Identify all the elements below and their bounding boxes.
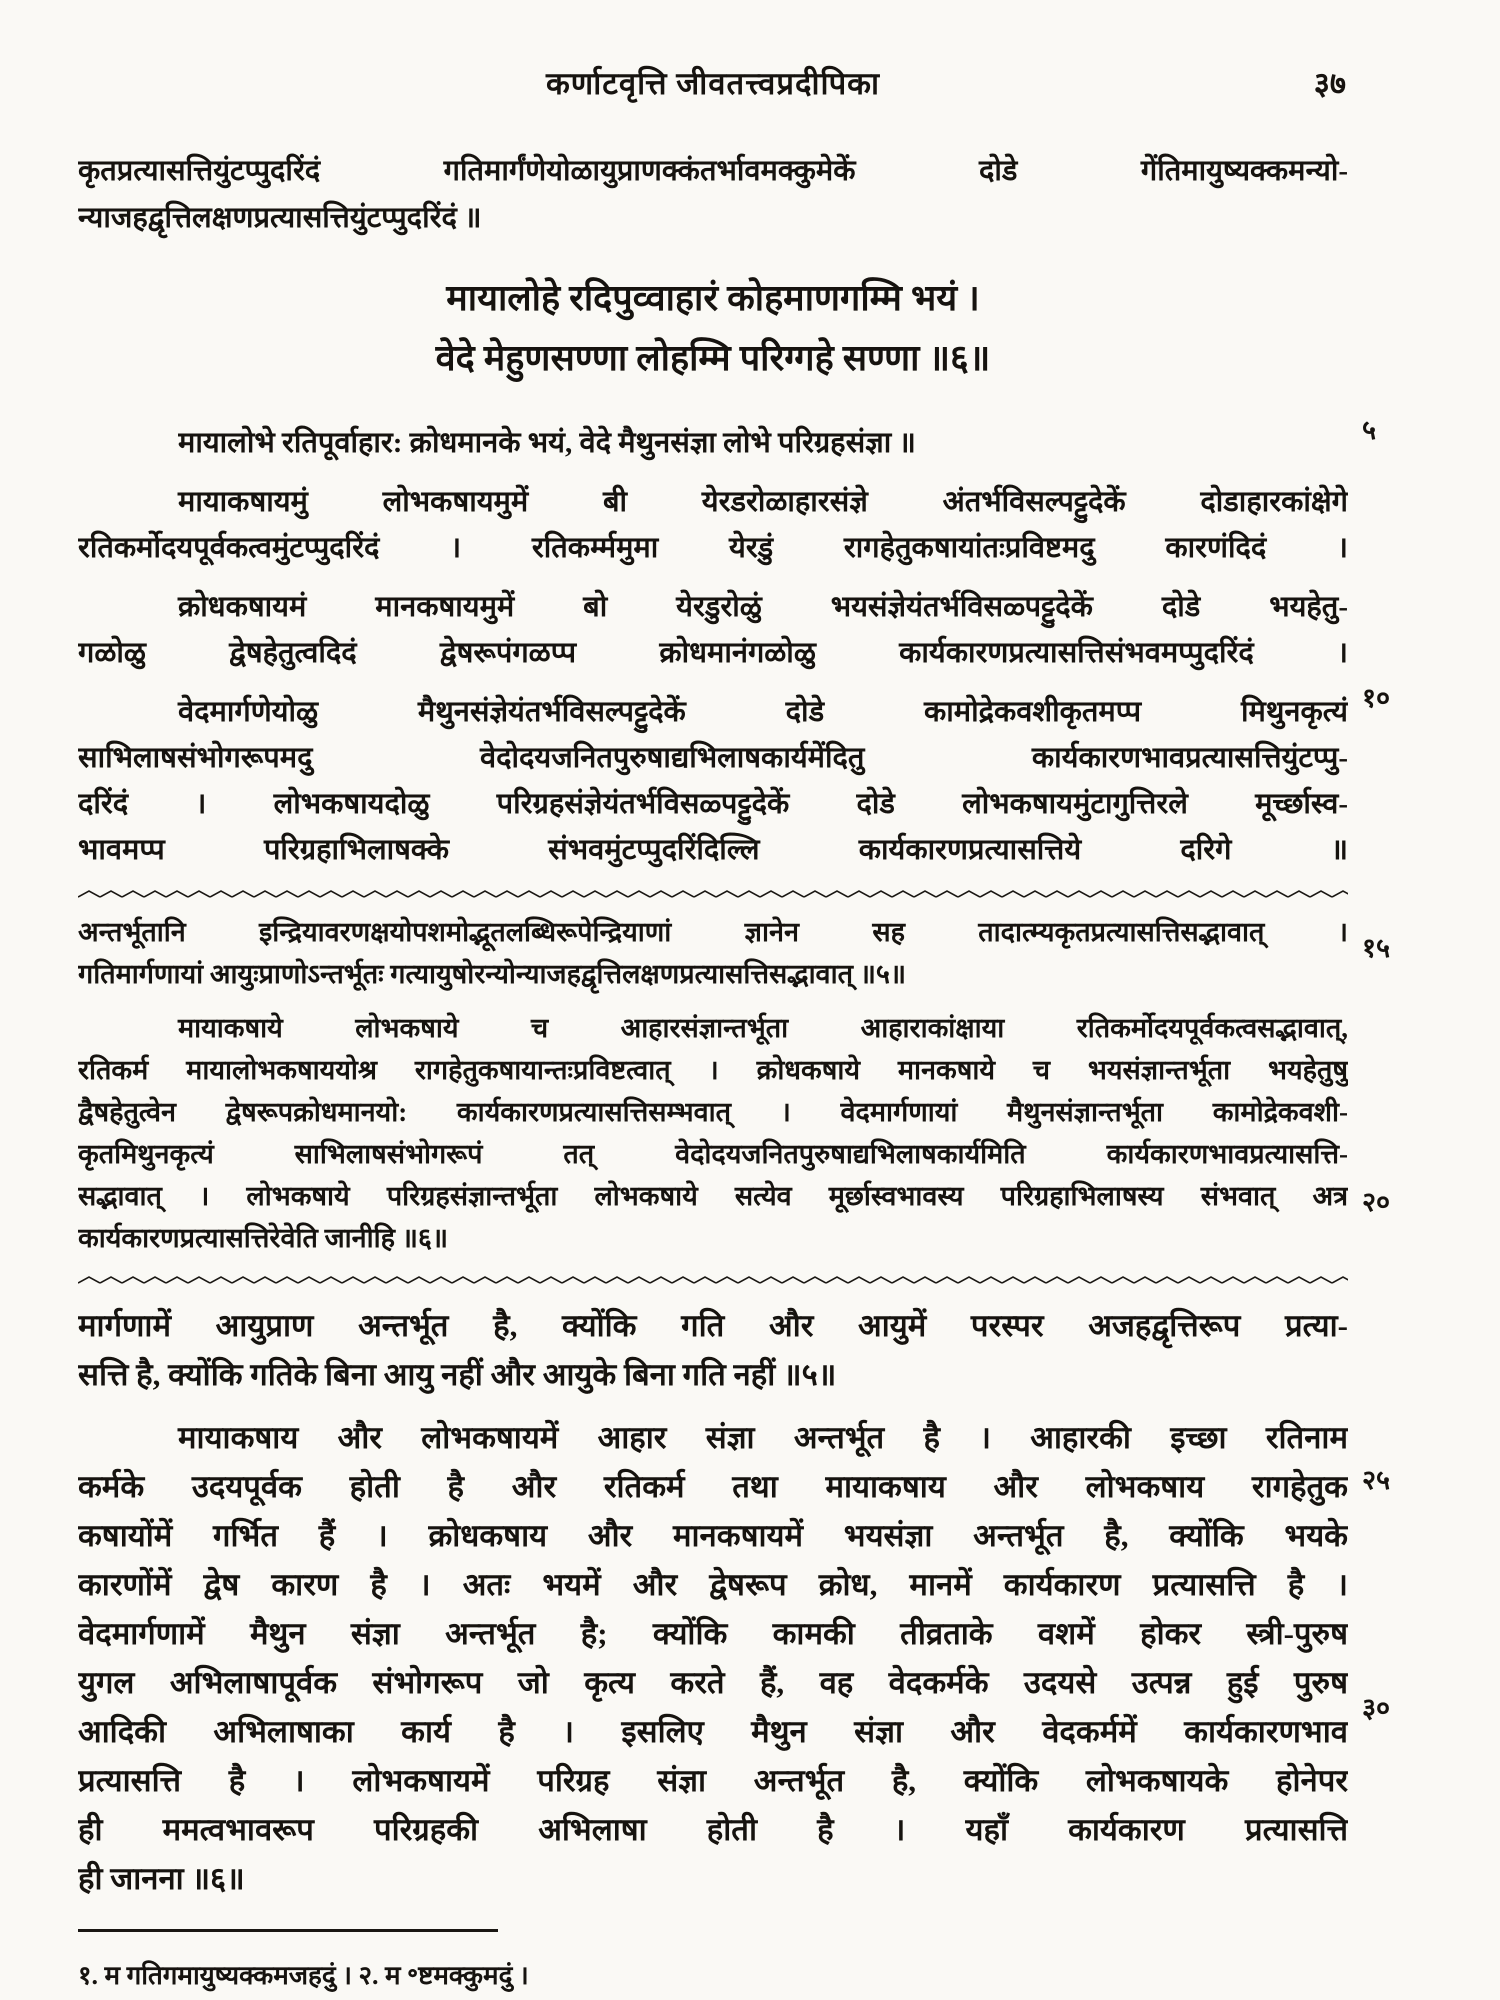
text-line: मायाकषाये लोभकषाये च आहारसंज्ञान्तर्भूता आहाराकांक्षाया रतिकर्मोदयपूर्वकत्वसद्भावात्, bbox=[178, 1013, 1348, 1043]
text-line: क्रोधकषायमं मानकषायमुमें बो येरडुरोळुं भयसंज्ञेयंतर्भविसळ्पट्टुदेकें दोडे भयहेतु- bbox=[178, 591, 1348, 623]
text-line: कषायोंमें गर्भित हैं । क्रोधकषाय और मानकषायमें भयसंज्ञा अन्तर्भूत है, क्योंकि भयके bbox=[78, 1518, 1348, 1553]
text-line: मायाकषायमुं लोभकषायमुमें बी येरडरोळाहारसंज्ञे अंतर्भविसल्पट्टुदेकें दोडाहारकांक्षेगे bbox=[178, 486, 1348, 518]
prakrit-verse bbox=[78, 268, 1348, 388]
sanskrit-tika-paragraph bbox=[78, 911, 1348, 1259]
text-line: सत्ति है, क्योंकि गतिके बिना आयु नहीं और आयुके बिना गति नहीं ॥५॥ bbox=[78, 1357, 837, 1392]
text-line: वेदमार्गणामें मैथुन संज्ञा अन्तर्भूत है; क्योंकि कामकी तीव्रताके वशमें होकर स्त्री-पुरुष bbox=[78, 1616, 1348, 1651]
text-line: युगल अभिलाषापूर्वक संभोगरूप जो कृत्य करते हैं, वह वेदकर्मके उदयसे उत्पन्न हुई पुरुष bbox=[78, 1665, 1348, 1700]
text-line: मायालोभे रतिपूर्वाहार: क्रोधमानके भयं, वेदे मैथुनसंज्ञा लोभे परिग्रहसंज्ञा ॥ bbox=[178, 427, 916, 459]
text-line: भावमप्प परिग्रहाभिलाषक्के संभवमुंटप्पुदरिंदिल्लि कार्यकारणप्रत्यासत्तिये दरिगे ॥ bbox=[78, 834, 1348, 866]
text-line: कारणोंमें द्वेष कारण है । अतः भयमें और द्वेषरूप क्रोध, मानमें कार्यकारण प्रत्यासत्ति है । bbox=[78, 1567, 1348, 1602]
text-line: अन्तर्भूतानि इन्द्रियावरणक्षयोपशमोद्भूतलब्धिरूपेन्द्रियाणां ज्ञानेन सह तादात्म्यकृतप्रत्यासत्तिसद्भावात् । bbox=[78, 917, 1348, 947]
verse-line: मायालोहे रदिपुव्वाहारं कोहमाणगम्मि भयं । bbox=[446, 278, 980, 318]
text-line: मार्गणामें आयुप्राण अन्तर्भूत है, क्योंकि गति और आयुमें परस्पर अजहद्वृत्तिरूप प्रत्या- bbox=[78, 1308, 1348, 1343]
page-header bbox=[78, 62, 1348, 110]
text-line: रतिकर्मोदयपूर्वकत्वमुंटप्पुदरिंदं । रतिकर्म्ममुमा येरडुं रागहेतुकषायांतःप्रविष्टमदु कारणंदिदं । bbox=[78, 532, 1348, 564]
text-column bbox=[78, 62, 1348, 1992]
margin-line-number: २५ bbox=[1362, 1465, 1391, 1495]
text-line: कृतमिथुनकृत्यं साभिलाषसंभोगरूपं तत् वेदोदयजनितपुरुषाद्यभिलाषकार्यमिति कार्यकारणभावप्रत्यासत्ति- bbox=[78, 1139, 1348, 1169]
margin-line-number: १० bbox=[1362, 683, 1391, 713]
margin-line-number: २० bbox=[1362, 1187, 1391, 1217]
text-line: वेदमार्गणेयोळु मैथुनसंज्ञेयंतर्भविसल्पट्टुदेकें दोडे कामोद्रेकवशीकृतमप्प मिथुनकृत्यं bbox=[178, 696, 1348, 728]
text-line: कार्यकारणप्रत्यासत्तिरेवेति जानीहि ॥६॥ bbox=[78, 1223, 449, 1253]
text-line: आदिकी अभिलाषाका कार्य है । इसलिए मैथुन संज्ञा और वेदकर्ममें कार्यकारणभाव bbox=[78, 1714, 1348, 1749]
text-line: कर्मके उदयपूर्वक होती है और रतिकर्म तथा मायाकषाय और लोभकषाय रागहेतुक bbox=[78, 1469, 1348, 1504]
karnataka-vritti-paragraph bbox=[78, 479, 1348, 873]
sanskrit-chaya-line bbox=[78, 420, 1348, 466]
text-line: सद्भावात् । लोभकषाये परिग्रहसंज्ञान्तर्भूता लोभकषाये सत्येव मूर्छास्वभावस्य परिग्रहाभिलाषस्य संभवात् अत्र bbox=[78, 1181, 1348, 1211]
text-line: दरिंदं । लोभकषायदोळु परिग्रहसंज्ञेयंतर्भविसळ्पट्टुदेकें दोडे लोभकषायमुंटागुत्तिरले मूर्च्छास्व- bbox=[78, 788, 1348, 820]
text-line: ही जानना ॥६॥ bbox=[78, 1861, 245, 1896]
footnote-rule bbox=[78, 1929, 498, 1932]
page-title: कर्णाटवृत्ति जीवतत्त्वप्रदीपिका bbox=[545, 66, 881, 101]
text-line: द्वैषहेतुत्वेन द्वेषरूपक्रोधमानयो: कार्यकारणप्रत्यासत्तिसम्भवात् । वेदमार्गणायां मैथुनसंज्ञान्तर्भूता कामोद्रेकवशी- bbox=[78, 1097, 1348, 1127]
text-line: मायाकषाय और लोभकषायमें आहार संज्ञा अन्तर्भूत है । आहारकी इच्छा रतिनाम bbox=[178, 1420, 1348, 1455]
page-number: ३७ bbox=[1313, 66, 1346, 101]
margin-line-number: १५ bbox=[1362, 933, 1391, 963]
margin-line-number: ३० bbox=[1362, 1693, 1391, 1723]
wavy-separator bbox=[78, 1273, 1348, 1285]
text-line: कृतप्रत्यासत्तियुंटप्पुदरिंदं गतिमार्गंणेयोळायुप्राणक्कंतर्भावमक्कुमेकें दोडे गेंतिमायुष्यक्कमन्यो- bbox=[78, 155, 1348, 187]
text-line: साभिलाषसंभोगरूपमदु वेदोदयजनितपुरुषाद्यभिलाषकार्यमेंदितु कार्यकारणभावप्रत्यासत्तियुंटप्पु- bbox=[78, 742, 1348, 774]
text-line: गळोळु द्वेषहेतुत्वदिदं द्वेषरूपंगळप्प क्रोधमानंगळोळु कार्यकारणप्रत्यासत्तिसंभवमप्पुदरिंदं । bbox=[78, 637, 1348, 669]
margin-line-number: ५ bbox=[1362, 415, 1377, 445]
footnote-line: १. म गतिगमायुष्यक्कमजहदुं । २. म ॰ष्टमक्कुमदुं । bbox=[78, 1961, 529, 1990]
text-line: गतिमार्गणायां आयुःप्राणोऽन्तर्भूतः गत्यायुषोरन्योन्याजहद्वृत्तिलक्षणप्रत्यासत्तिसद्भावात् ॥५॥ bbox=[78, 959, 907, 989]
text-line: रतिकर्म मायालोभकषाययोश्र रागहेतुकषायान्तःप्रविष्टत्वात् । क्रोधकषाये मानकषाये च भयसंज्ञान्तर्भूता भयहेतुषु bbox=[78, 1055, 1348, 1085]
kannada-gloss-paragraph bbox=[78, 148, 1348, 242]
verse-line: वेदे मेहुणसण्णा लोहम्मि परिग्गहे सण्णा ॥६॥ bbox=[435, 338, 991, 378]
hindi-translation-paragraph bbox=[78, 1301, 1348, 1903]
footnote bbox=[78, 1956, 1348, 1992]
wavy-separator bbox=[78, 887, 1348, 899]
text-line: प्रत्यासत्ति है । लोभकषायमें परिग्रह संज्ञा अन्तर्भूत है, क्योंकि लोभकषायके होनेपर bbox=[78, 1763, 1348, 1798]
text-line: ही ममत्वभावरूप परिग्रहकी अभिलाषा होती है । यहाँ कार्यकारण प्रत्यासत्ति bbox=[78, 1812, 1348, 1847]
text-line: न्याजहद्वृत्तिलक्षणप्रत्यासत्तियुंटप्पुदरिंदं ॥ bbox=[78, 202, 482, 234]
